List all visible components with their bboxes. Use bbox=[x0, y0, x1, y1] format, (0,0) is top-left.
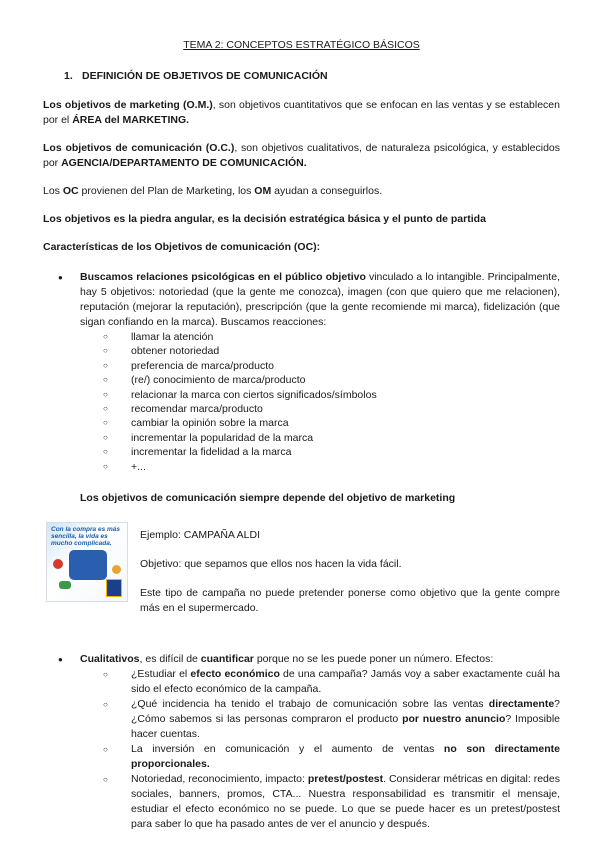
om-text: , son objetivos cuantitativos que se enfocan en las ventas y se establecen por el bbox=[43, 99, 560, 126]
bold-span: Características de los Objetivos de comunicación (OC): bbox=[43, 241, 321, 253]
shirt-shape bbox=[69, 550, 107, 580]
aldi-example bbox=[46, 522, 560, 630]
text-span: porque no se les puede poner un número. Efectos: bbox=[253, 653, 494, 666]
aldi-objetivo: Objetivo: que sepamos que ellos nos hacen la vida fácil. bbox=[140, 558, 402, 571]
list-item: ○ +... bbox=[103, 460, 560, 474]
list-item: ○ relacionar la marca con ciertos significados/símbolos bbox=[103, 388, 560, 402]
cualitativos-bullet-list bbox=[43, 652, 560, 832]
list-item bbox=[103, 697, 560, 742]
text-span: ? ¿Cómo sabemos si las personas compraron el producto bbox=[131, 698, 560, 726]
paragraph-oc-om bbox=[43, 184, 560, 199]
bullet-relaciones-psicologicas bbox=[43, 270, 560, 474]
aldi-logo-icon bbox=[106, 579, 122, 597]
text-span: ? Imposible hacer cuentas. bbox=[131, 713, 560, 741]
subtitle-depende: Los objetivos de comunicación siempre depende del objetivo de marketing bbox=[80, 492, 456, 505]
text-span: vinculado a lo intangible. Principalmente, hay 5 objetivos: notoriedad (que la gente me conozca), imagen (con que quiero que me relacionen), reputación (mejorar la reputación), prescripción (que la gente recomiende mi marca), fidelización (que sigan confiando en la marca). Buscamos reacciones: bbox=[80, 271, 560, 328]
bold-span: OC bbox=[62, 185, 79, 197]
list-item: ○ obtener notoriedad bbox=[103, 344, 560, 358]
bold-span: Los objetivos es la piedra angular, es la decisión estratégica básica y el punto de partida bbox=[43, 213, 486, 225]
paragraph-om bbox=[43, 98, 560, 128]
text-span: La inversión en comunicación y el aumento de ventas bbox=[131, 743, 444, 756]
list-item bbox=[103, 667, 560, 697]
om-term: Los objetivos de marketing (O.M.) bbox=[43, 99, 213, 111]
oc-term: Los objetivos de comunicación (O.C.) bbox=[43, 142, 235, 154]
list-item bbox=[103, 742, 560, 772]
list-item: ○ incrementar la fidelidad a la marca bbox=[103, 445, 560, 459]
product-shape bbox=[112, 565, 121, 574]
efectos-list bbox=[80, 667, 560, 832]
list-item: ○ incrementar la popularidad de la marca bbox=[103, 431, 560, 445]
oc-area: AGENCIA/DEPARTAMENTO DE COMUNICACIÓN. bbox=[61, 157, 307, 169]
list-item bbox=[103, 772, 560, 832]
bold-span: efecto económico bbox=[190, 668, 280, 681]
list-item: ○ preferencia de marca/producto bbox=[103, 359, 560, 373]
section-heading-text: DEFINICIÓN DE OBJETIVOS DE COMUNICACIÓN bbox=[82, 70, 328, 82]
list-item: ○ recomendar marca/producto bbox=[103, 402, 560, 416]
page-title: TEMA 2: CONCEPTOS ESTRATÉGICO BÁSICOS bbox=[183, 39, 420, 51]
bold-span: Buscamos relaciones psicológicas en el público objetivo bbox=[80, 271, 366, 283]
paragraph-piedra-angular bbox=[43, 212, 560, 227]
paragraph-caracteristicas bbox=[43, 240, 560, 255]
bullet-cualitativos bbox=[43, 652, 560, 832]
text-span: provienen del Plan de Marketing, los bbox=[78, 185, 255, 197]
section-heading bbox=[64, 69, 560, 84]
bold-span: pretest/postest bbox=[307, 773, 384, 786]
paragraph-oc bbox=[43, 141, 560, 171]
text-span: de una campaña? Jamás voy a saber exactamente cuál ha sido el efecto económico de la campaña. bbox=[131, 668, 560, 696]
text-span: Notoriedad, reconocimiento, impacto: bbox=[131, 773, 308, 786]
product-shape bbox=[53, 559, 63, 569]
bold-span: por nuestro anuncio bbox=[402, 713, 506, 726]
aldi-campaign-image bbox=[46, 522, 128, 602]
aldi-campana: Este tipo de campaña no puede pretender ponerse como objetivo que la gente compre más en el supermercado. bbox=[140, 587, 560, 615]
oc-text: , son objetivos cualitativos, de naturaleza psicológica, y establecidos por bbox=[43, 142, 560, 169]
text-span: Los bbox=[43, 185, 63, 197]
bold-span: Cualitativos bbox=[80, 653, 140, 666]
text-span: ¿Estudiar el bbox=[131, 668, 191, 681]
aldi-image-text: Con la compra es más sencilla, la vida es mucho complicada. bbox=[51, 526, 120, 548]
text-span: ayudan a conseguirlos. bbox=[271, 185, 383, 197]
product-shape bbox=[59, 581, 71, 589]
list-item: ○ (re/) conocimiento de marca/producto bbox=[103, 373, 560, 387]
text-span: . Considerar métricas en digital: redes sociales, banners, promos, CTA... Nuestra responsabilidad es transmitir el mensaje, estudiar el efecto económico no se puede. Lo que se puede hacer es un pretest/postest para saber lo que ha pasado antes de ver el anuncio y después. bbox=[131, 773, 560, 831]
om-area: ÁREA del MARKETING. bbox=[72, 114, 190, 126]
reacciones-list bbox=[80, 330, 560, 474]
bold-span: directamente bbox=[488, 698, 555, 711]
section-number: 1. bbox=[64, 70, 73, 82]
aldi-ejemplo: Ejemplo: CAMPAÑA ALDI bbox=[140, 529, 261, 542]
bold-span: OM bbox=[254, 185, 272, 197]
bold-span: no son directamente proporcionales. bbox=[131, 743, 560, 771]
aldi-text-block bbox=[140, 522, 560, 630]
bold-span: cuantificar bbox=[200, 653, 254, 666]
text-span: ¿Qué incidencia ha tenido el trabajo de comunicación sobre las ventas bbox=[131, 698, 489, 711]
text-span: , es difícil de bbox=[139, 653, 201, 666]
list-item: ○ llamar la atención bbox=[103, 330, 560, 344]
list-item: ○ cambiar la opinión sobre la marca bbox=[103, 416, 560, 430]
main-bullet-list bbox=[43, 270, 560, 474]
